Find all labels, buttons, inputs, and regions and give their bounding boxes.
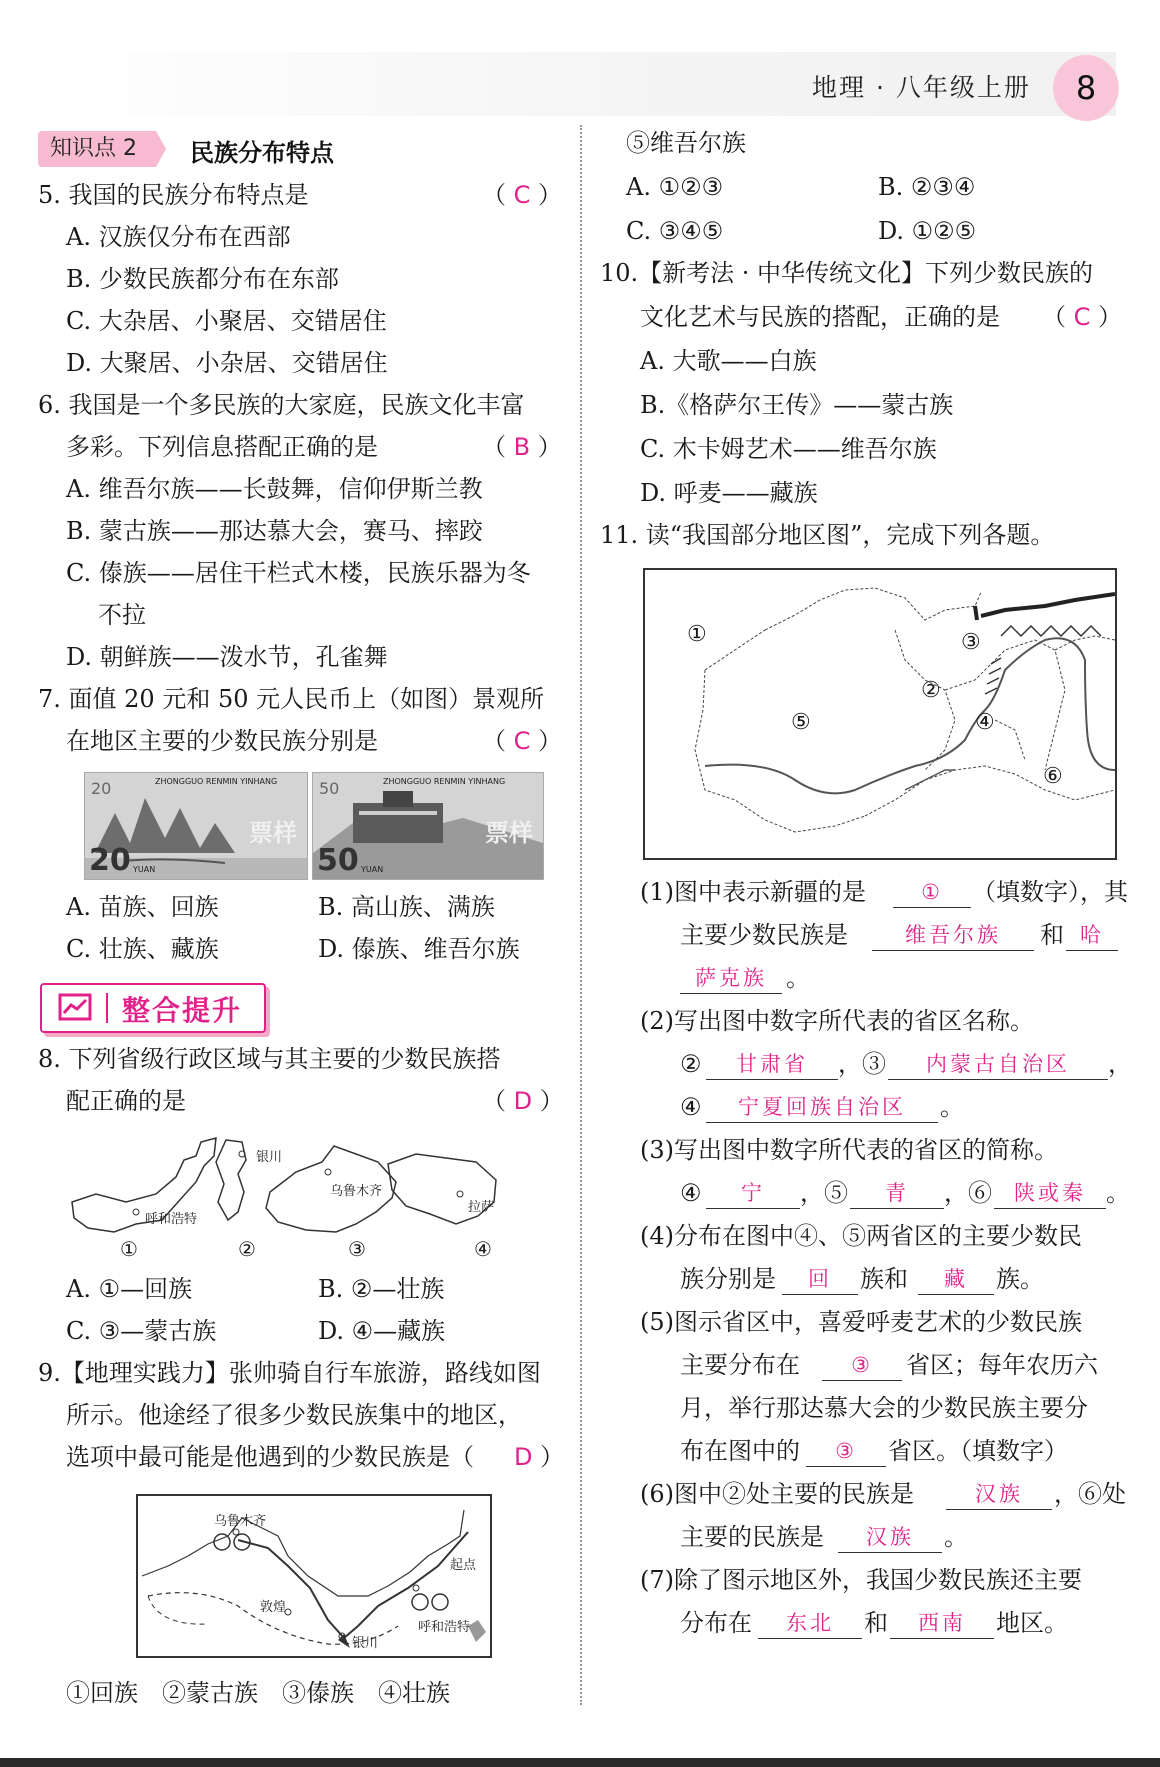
section-banner-separator (106, 993, 108, 1023)
banknote-50-bank-name: ZHONGGUO RENMIN YINHANG (383, 777, 506, 786)
q10-answer: C (1073, 303, 1091, 331)
q11-p4-text-b: 族分别是 (680, 1265, 776, 1293)
q10-answer-paren: （ C ） (1042, 303, 1123, 331)
q7-option-a: A. 苗族、回族 (66, 893, 219, 921)
q9-stem-line3: 选项中最可能是他遇到的少数民族是（ (66, 1443, 474, 1471)
q11-p5-text-a: (5)图示省区中，喜爱呼麦艺术的少数民族 (640, 1308, 1082, 1336)
q10-option-c: C. 木卡姆艺术——维吾尔族 (640, 435, 937, 463)
q11-p3-n5: ，⑤ (800, 1179, 848, 1207)
bottom-bar (0, 1758, 1160, 1767)
q11-p5-text-f: 省区。（填数字） (888, 1437, 1068, 1465)
q6-stem-line1: 6. 我国是一个多民族的大家庭，民族文化丰富 (38, 391, 525, 419)
banknote-50-value: 50 (317, 843, 359, 878)
banknote-50-image (312, 772, 544, 880)
section-banner (40, 983, 266, 1033)
q11-p3-answer-5: 青 (885, 1181, 909, 1205)
q10-stem-line1: 10.【新考法 · 中华传统文化】下列少数民族的 (600, 259, 1094, 287)
q8-map-number-2: ② (238, 1237, 256, 1261)
q8-option-d: D. ④—藏族 (318, 1317, 446, 1345)
q8-label-yinchuan: 银川 (256, 1150, 283, 1165)
q11-p5-answer-1: ③ (851, 1353, 873, 1377)
q11-p7-text-d: 地区。 (996, 1609, 1068, 1637)
q11-p7-text-a: (7)除了图示地区外，我国少数民族还主要 (640, 1566, 1082, 1594)
q11-p3-answer-4: 宁 (741, 1181, 765, 1205)
q5-answer-paren: （ C ） (482, 181, 563, 209)
q11-p1-blank-3-cont (680, 963, 782, 994)
q9-label-start: 起点 (450, 1558, 477, 1573)
q11-p2-blank-2 (706, 1049, 838, 1080)
q11-p6-text-d: 。 (944, 1523, 968, 1551)
q11-p2-text-a: (2)写出图中数字所代表的省区名称。 (640, 1007, 1034, 1035)
q11-p6-answer-2: 汉族 (866, 1525, 914, 1549)
q11-p1-blank-1 (893, 877, 971, 908)
q9-stem-line1: 9.【地理实践力】张帅骑自行车旅游，路线如图 (38, 1359, 541, 1387)
q11-p6-text-b: ，⑥处 (1054, 1480, 1126, 1508)
knowledge-point-title: 民族分布特点 (190, 139, 334, 167)
q11-p5-text-e: 布在图中的 (680, 1437, 800, 1465)
q11-p7-text-b: 分布在 (680, 1609, 752, 1637)
q11-p4-text-d: 族。 (996, 1265, 1044, 1293)
q11-p1-text-a: (1)图中表示新疆的是 (640, 878, 866, 906)
q11-p1-blank-2 (872, 920, 1034, 951)
page-number: 8 (1053, 55, 1119, 121)
q7-answer-paren: （ C ） (482, 727, 563, 755)
q9-option-d: D. ①②⑤ (878, 217, 977, 245)
q5-option-b: B. 少数民族都分布在东部 (66, 265, 339, 293)
q8-answer: D (513, 1087, 533, 1115)
q10-option-a: A. 大歌——白族 (640, 347, 817, 375)
q11-p2-answer-2: 甘肃省 (736, 1052, 808, 1076)
q11-p1-answer-3b: 萨克族 (695, 966, 767, 990)
q8-map-number-3: ③ (348, 1237, 366, 1261)
q7-stem-line1: 7. 面值 20 元和 50 元人民币上（如图）景观所 (38, 685, 545, 713)
q6-option-d: D. 朝鲜族——泼水节，孔雀舞 (66, 643, 388, 671)
q11-stem: 11. 读“我国部分地区图”，完成下列各题。 (600, 521, 1055, 549)
q11-map-number-6: ⑥ (1043, 764, 1063, 789)
section-banner-label: 整合提升 (122, 994, 243, 1027)
banknote-20-value-top: 20 (91, 779, 112, 798)
q11-p5-blank-2 (806, 1436, 886, 1467)
q6-option-c-cont: 不拉 (98, 601, 146, 629)
q8-label-lhasa: 拉萨 (468, 1200, 495, 1215)
q8-map-number-4: ④ (474, 1237, 492, 1261)
q9-answer: D (514, 1443, 533, 1471)
q11-p5-text-d: 月，举行那达慕大会的少数民族主要分 (680, 1394, 1088, 1422)
q9-answer-paren: D ） (514, 1443, 565, 1471)
q11-p2-blank-3 (888, 1049, 1108, 1080)
q11-map-number-4: ④ (975, 710, 995, 735)
q9-label-yinchuan: 银川 (352, 1636, 379, 1651)
q11-p6-blank-2 (838, 1522, 942, 1553)
q11-p4-answer-1: 回 (808, 1267, 832, 1291)
q9-label-urumqi: 乌鲁木齐 (214, 1514, 267, 1529)
q11-p1-text-c: 主要少数民族是 (680, 921, 848, 949)
page-header-title: 地理 · 八年级上册 (812, 73, 1031, 102)
q11-p1-answer-3a: 哈 (1080, 923, 1104, 947)
q5-stem: 5. 我国的民族分布特点是 (38, 181, 309, 209)
knowledge-point-badge: 知识点 2 (38, 131, 156, 167)
q6-option-b: B. 蒙古族——那达慕大会，赛马、摔跤 (66, 517, 483, 545)
banknote-20-stamp: 票样 (249, 819, 297, 847)
q11-p5-text-b: 主要分布在 (680, 1351, 800, 1379)
q11-map-number-5: ⑤ (791, 710, 811, 735)
q11-p3-blank-6 (994, 1178, 1106, 1209)
q7-option-d: D. 傣族、维吾尔族 (318, 935, 520, 963)
q9-label-dunhuang: 敦煌 (260, 1600, 287, 1615)
q11-p1-text-b: （填数字），其 (972, 878, 1128, 906)
q11-p2-blank-4 (706, 1092, 938, 1123)
q11-p3-answer-6: 陕或秦 (1014, 1181, 1086, 1205)
q11-p2-answer-4: 宁夏回族自治区 (738, 1095, 906, 1119)
q11-p4-answer-2: 藏 (944, 1267, 968, 1291)
q6-answer-paren: （ B ） (482, 433, 562, 461)
q11-p2-n2: ② (680, 1050, 702, 1078)
q8-label-hohhot: 呼和浩特 (145, 1212, 198, 1227)
q10-option-b: B.《格萨尔王传》——蒙古族 (640, 391, 954, 419)
q11-p4-text-c: 族和 (860, 1265, 908, 1293)
q5-option-d: D. 大聚居、小杂居、交错居住 (66, 349, 388, 377)
q6-option-a: A. 维吾尔族——长鼓舞，信仰伊斯兰教 (66, 475, 483, 503)
q8-option-a: A. ①—回族 (66, 1275, 193, 1303)
q11-p3-n6: ，⑥ (944, 1179, 992, 1207)
column-divider (580, 125, 582, 1705)
q11-p2-n4: ④ (680, 1093, 702, 1121)
banknote-20-bank-name: ZHONGGUO RENMIN YINHANG (155, 777, 278, 786)
q11-p5-blank-1 (822, 1350, 902, 1381)
q11-p6-answer-1: 汉族 (975, 1482, 1023, 1506)
q5-answer: C (513, 181, 531, 209)
q11-p5-answer-2: ③ (835, 1439, 857, 1463)
q11-p4-blank-2 (918, 1264, 994, 1295)
q6-option-c: C. 傣族——居住干栏式木楼，民族乐器为冬 (66, 559, 531, 587)
q7-answer: C (513, 727, 531, 755)
q8-answer-paren: （ D ） (482, 1087, 564, 1115)
banknote-50-stamp: 票样 (485, 819, 533, 847)
q11-p3-end: 。 (1106, 1179, 1130, 1207)
q11-p3-n4: ④ (680, 1179, 702, 1207)
q11-p6-text-c: 主要的民族是 (680, 1523, 824, 1551)
q11-p3-blank-4 (706, 1178, 800, 1209)
q11-region-map (643, 568, 1117, 860)
q11-region-map-drawing (645, 570, 1115, 858)
q6-answer: B (513, 433, 531, 461)
q5-option-a: A. 汉族仅分布在西部 (66, 223, 291, 251)
q11-p1-text-e: 。 (786, 964, 810, 992)
q11-p1-blank-3 (1066, 920, 1118, 951)
q9-option-a: A. ①②③ (626, 173, 724, 201)
q11-p7-text-c: 和 (864, 1609, 888, 1637)
q9-stem-line2: 所示。他途经了很多少数民族集中的地区， (66, 1401, 522, 1429)
banknote-50-yuan: YUAN (361, 865, 384, 874)
q11-p2-answer-3: 内蒙古自治区 (926, 1052, 1070, 1076)
q8-stem-line1: 8. 下列省级行政区域与其主要的少数民族搭 (38, 1045, 501, 1073)
q11-map-number-1: ① (687, 622, 707, 647)
q8-label-urumqi: 乌鲁木齐 (330, 1184, 383, 1199)
q7-option-c: C. 壮族、藏族 (66, 935, 219, 963)
chart-icon (58, 993, 94, 1023)
q9-option-b: B. ②③④ (878, 173, 976, 201)
q11-p5-text-c: 省区；每年农历六 (906, 1351, 1098, 1379)
q11-p3-blank-5 (850, 1178, 944, 1209)
banknote-20-image (84, 772, 308, 880)
q7-stem-line2: 在地区主要的少数民族分别是 (66, 727, 378, 755)
q11-p3-text-a: (3)写出图中数字所代表的省区的简称。 (640, 1136, 1058, 1164)
q11-map-number-3: ③ (961, 630, 981, 655)
q8-option-c: C. ③—蒙古族 (66, 1317, 217, 1345)
q11-p6-text-a: (6)图中②处主要的民族是 (640, 1480, 914, 1508)
q11-p1-answer-2: 维吾尔族 (905, 923, 1001, 947)
banknote-50-value-top: 50 (319, 779, 340, 798)
q11-p1-text-d: 和 (1040, 921, 1064, 949)
q10-stem-line2: 文化艺术与民族的搭配，正确的是 (640, 303, 1000, 331)
q9-option-c: C. ③④⑤ (626, 217, 724, 245)
q11-p2-end: 。 (940, 1093, 964, 1121)
q11-p4-blank-1 (782, 1264, 858, 1295)
q11-p4-text-a: (4)分布在图中④、⑤两省区的主要少数民 (640, 1222, 1082, 1250)
q6-stem-line2: 多彩。下列信息搭配正确的是 (66, 433, 378, 461)
banknote-20-value: 20 (89, 843, 131, 878)
q7-option-b: B. 高山族、满族 (318, 893, 495, 921)
q11-p7-answer-1: 东北 (786, 1611, 834, 1635)
q11-p7-answer-2: 西南 (918, 1611, 966, 1635)
q8-option-b: B. ②—壮族 (318, 1275, 445, 1303)
q8-stem-line2: 配正确的是 (66, 1087, 186, 1115)
q11-map-number-2: ② (921, 678, 941, 703)
q9-options: ①回族 ②蒙古族 ③傣族 ④壮族 (66, 1679, 450, 1707)
q11-p7-blank-1 (758, 1608, 862, 1639)
banknote-20-yuan: YUAN (133, 865, 156, 874)
q8-map-number-1: ① (120, 1237, 138, 1261)
q11-p2-n3: ，③ (838, 1050, 886, 1078)
q9-item-5: ⑤维吾尔族 (626, 129, 746, 157)
q9-route-map (136, 1494, 492, 1658)
q11-p7-blank-2 (890, 1608, 994, 1639)
q10-option-d: D. 呼麦——藏族 (640, 479, 818, 507)
q9-label-hohhot: 呼和浩特 (418, 1620, 471, 1635)
q11-p2-comma: ， (1108, 1050, 1132, 1078)
q11-p1-answer-1: ① (921, 880, 943, 904)
q5-option-c: C. 大杂居、小聚居、交错居住 (66, 307, 387, 335)
q11-p6-blank-1 (946, 1479, 1052, 1510)
